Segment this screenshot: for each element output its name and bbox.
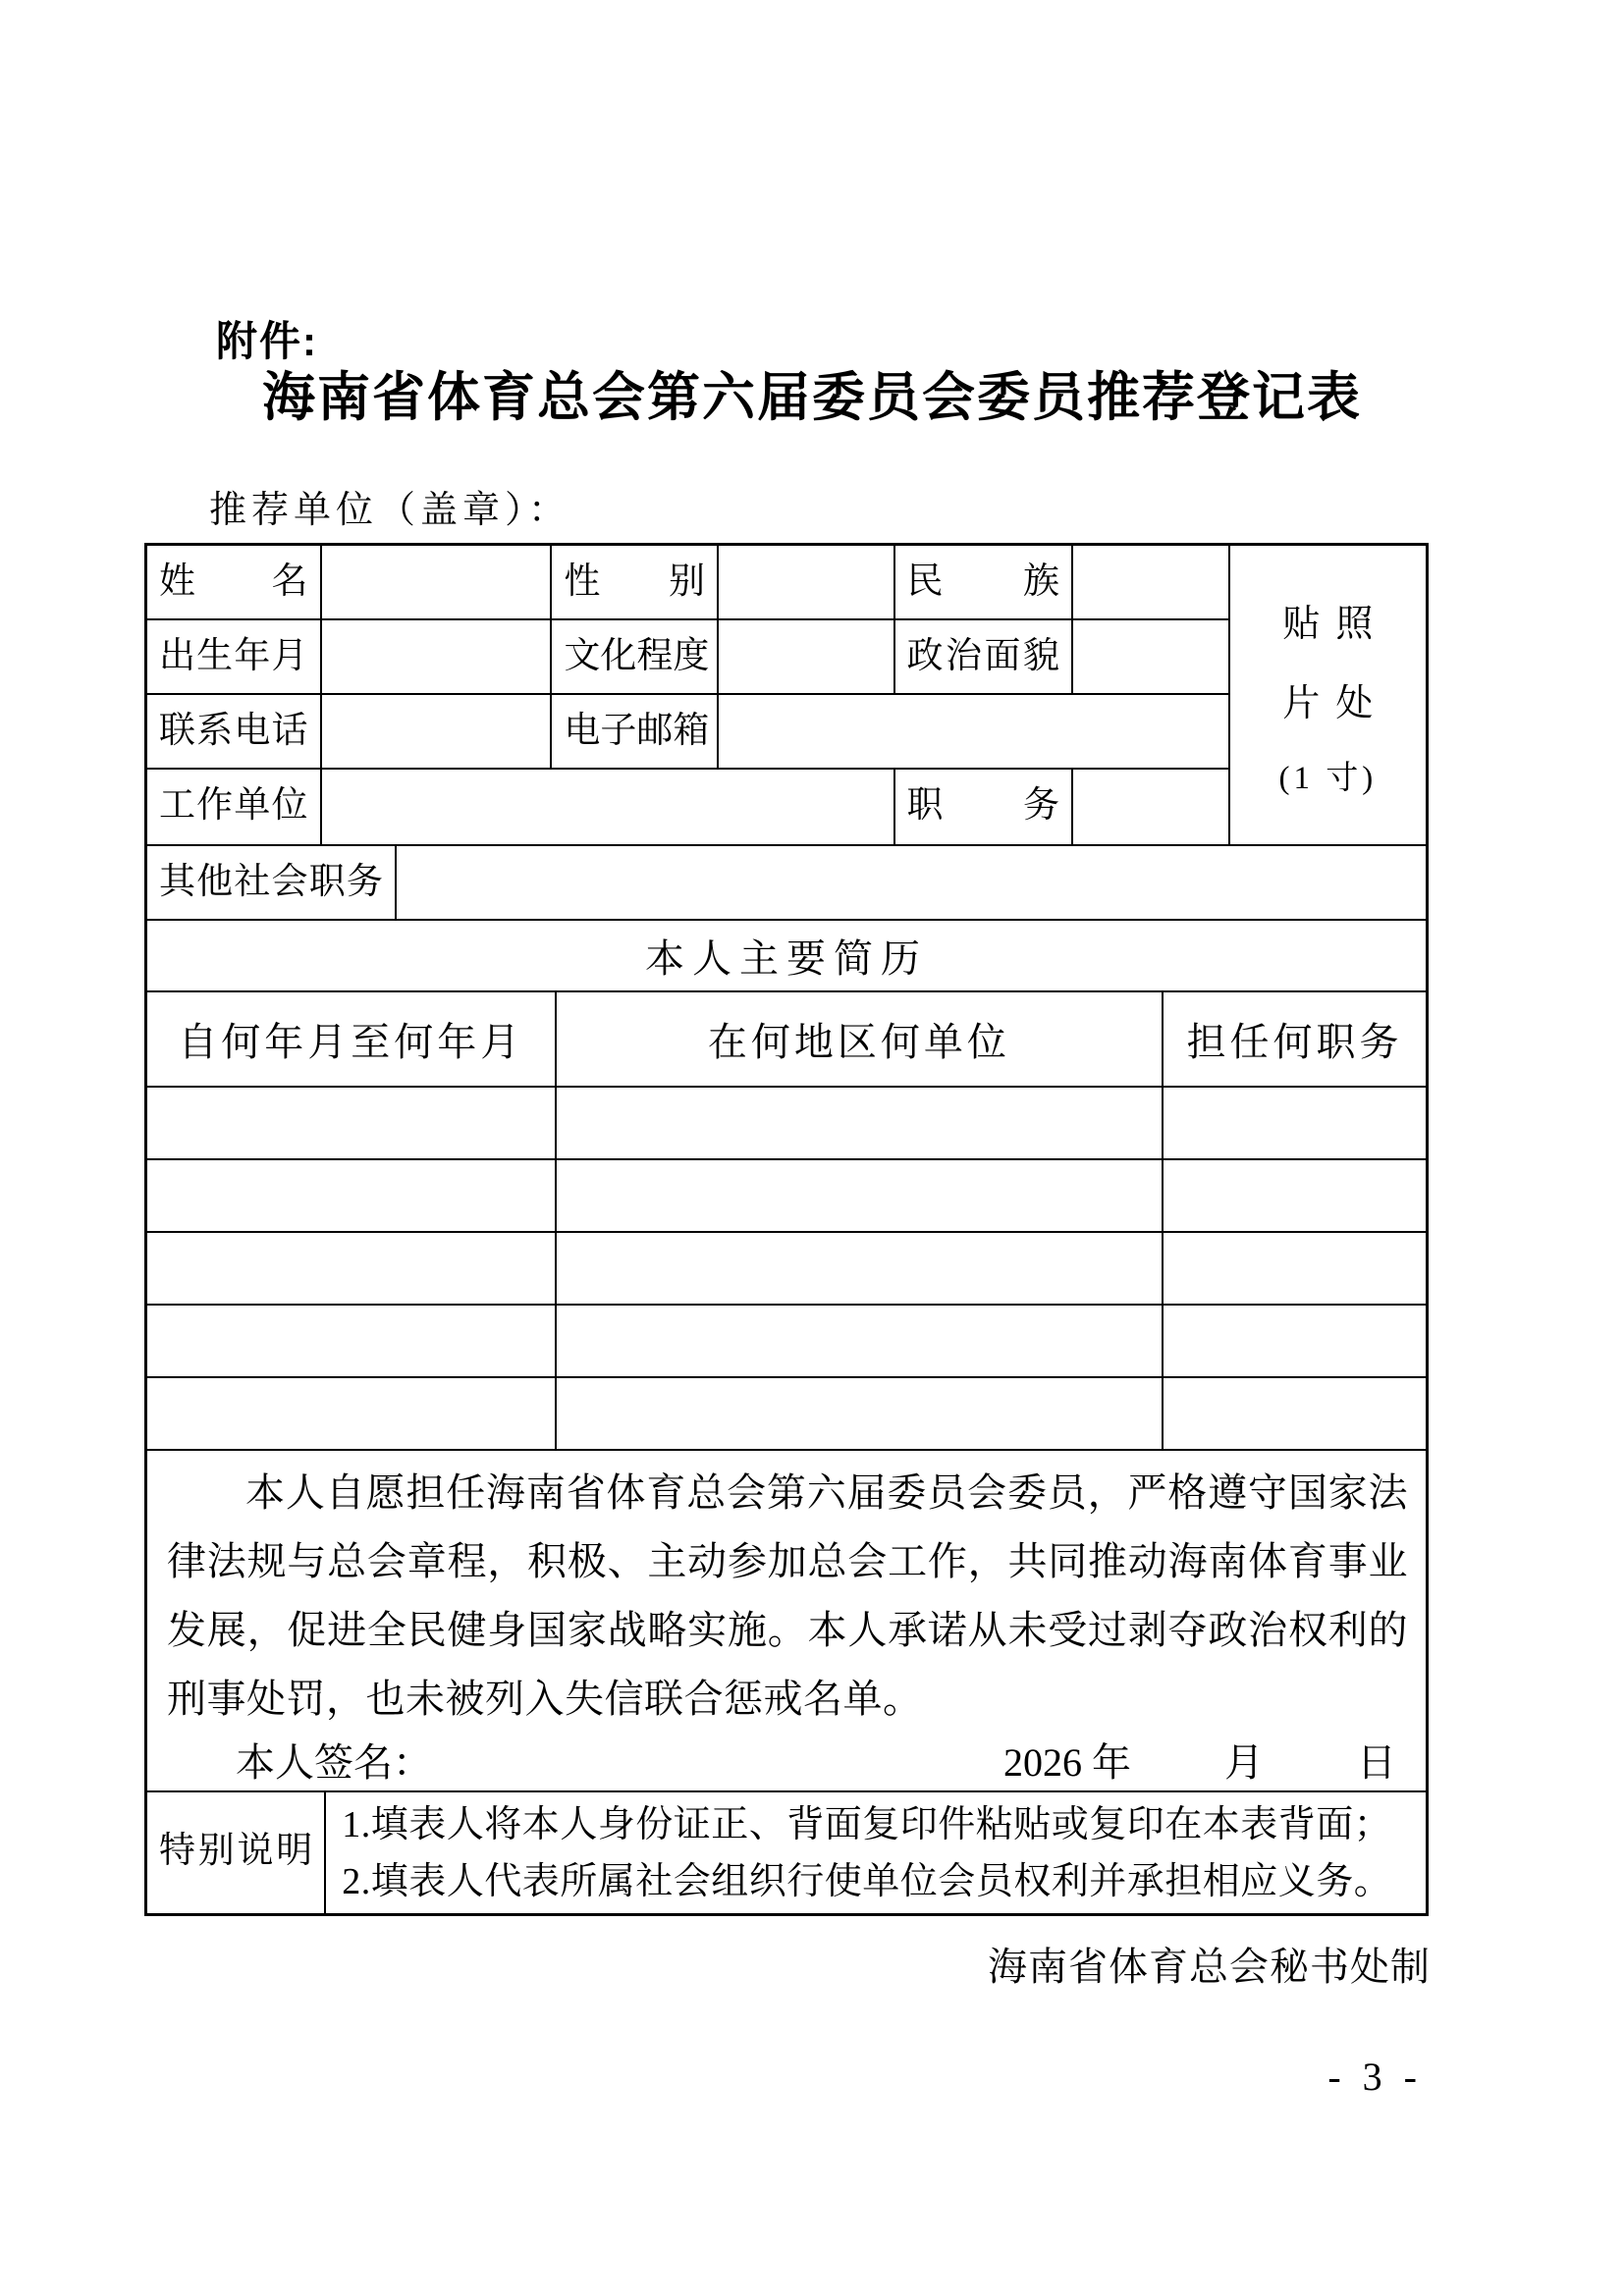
resume-empty-cell (557, 1233, 1164, 1304)
table-row (147, 620, 1228, 695)
field-label-birth: 出生年月 (147, 620, 322, 693)
resume-empty-cell (557, 1378, 1164, 1449)
table-row (147, 546, 1228, 620)
field-blank-ethnicity (1073, 546, 1228, 618)
declaration-section (147, 1451, 1426, 1792)
field-label-political: 政治面貌 (895, 620, 1074, 693)
field-label-phone: 联系电话 (147, 695, 322, 768)
field-blank-political (1073, 620, 1228, 693)
field-blank-gender (719, 546, 895, 618)
resume-empty-row (147, 1233, 1426, 1306)
resume-empty-cell (1164, 1160, 1426, 1231)
resume-empty-cell (557, 1306, 1164, 1376)
signature-label: 本人签名： (236, 1739, 432, 1785)
special-note-item: 2.填表人代表所属社会组织行使单位会员权利并承担相应义务。 (342, 1860, 1392, 1902)
field-label-education: 文化程度 (552, 620, 719, 693)
photo-size-note: (1 寸) (1278, 760, 1378, 796)
signature-row (147, 1734, 1426, 1785)
resume-empty-row (147, 1306, 1426, 1378)
page-title: 海南省体育总会第六届委员会委员推荐登记表 (262, 368, 1362, 427)
date-month: 月 (1224, 1739, 1264, 1785)
field-label-email: 电子邮箱 (552, 695, 719, 768)
field-label-name: 姓名 (147, 546, 322, 618)
resume-empty-cell (147, 1088, 557, 1158)
photo-note-line: 贴照 (1282, 603, 1389, 645)
resume-empty-rows (147, 1088, 1426, 1451)
table-row (147, 770, 1228, 844)
field-blank-other-posts (397, 846, 1426, 919)
resume-empty-cell (147, 1233, 557, 1304)
resume-empty-cell (1164, 1378, 1426, 1449)
photo-note-line: 片处 (1282, 682, 1389, 724)
registration-form-table (144, 543, 1429, 1916)
field-blank-birth (322, 620, 553, 693)
date-year: 2026 年 (1003, 1739, 1131, 1785)
field-blank-phone (322, 695, 553, 768)
special-notes-content (326, 1792, 1426, 1913)
field-blank-education (719, 620, 895, 693)
date-day: 日 (1357, 1739, 1396, 1785)
resume-empty-cell (147, 1160, 557, 1231)
special-notes-row (147, 1792, 1426, 1913)
field-blank-name (322, 546, 553, 618)
resume-empty-cell (1164, 1088, 1426, 1158)
basic-info-section (147, 546, 1426, 846)
field-label-ethnicity: 民族 (895, 546, 1074, 618)
field-label-position: 职务 (895, 770, 1074, 844)
resume-empty-cell (1164, 1233, 1426, 1304)
resume-empty-cell (557, 1088, 1164, 1158)
photo-paste-area (1228, 546, 1426, 844)
recommend-unit-label: 推荐单位（盖章）： (209, 490, 571, 531)
field-label-workunit: 工作单位 (147, 770, 322, 844)
attachment-label: 附件: (216, 318, 318, 364)
field-label-gender: 性别 (552, 546, 719, 618)
table-row (147, 695, 1228, 770)
resume-empty-row (147, 1088, 1426, 1160)
resume-header-row (147, 992, 1426, 1088)
field-blank-email (719, 695, 1228, 768)
resume-section-title: 本人主要简历 (147, 921, 1426, 992)
field-label-other-posts: 其他社会职务 (147, 846, 397, 919)
resume-col-role: 担任何职务 (1186, 1020, 1403, 1064)
special-note-item: 1.填表人将本人身份证正、背面复印件粘贴或复印在本表背面； (342, 1803, 1392, 1845)
resume-empty-row (147, 1378, 1426, 1451)
declaration-text: 本人自愿担任海南省体育总会第六届委员会委员，严格遵守国家法律法规与总会章程，积极、主动参加总会工作，共同推动海南体育事业发展，促进全民健身国家战略实施。本人承诺从未受过剥夺政治权利的刑事处罚，也未被列入失信联合惩戒名单。 (167, 1470, 1408, 1721)
resume-empty-row (147, 1160, 1426, 1233)
table-row (147, 846, 1426, 921)
signature-date (1003, 1732, 1396, 1788)
resume-empty-cell (1164, 1306, 1426, 1376)
resume-col-place: 在何地区何单位 (557, 992, 1164, 1086)
special-notes-label: 特别说明 (147, 1792, 326, 1913)
page-number: - 3 - (1327, 2055, 1423, 2099)
resume-empty-cell (557, 1160, 1164, 1231)
resume-col-period: 自何年月至何年月 (147, 992, 557, 1086)
basic-info-grid (147, 546, 1228, 844)
field-blank-workunit (322, 770, 895, 844)
resume-empty-cell (147, 1378, 557, 1449)
form-maker-note: 海南省体育总会秘书处制 (988, 1945, 1431, 1989)
resume-empty-cell (147, 1306, 557, 1376)
field-blank-position (1073, 770, 1228, 844)
